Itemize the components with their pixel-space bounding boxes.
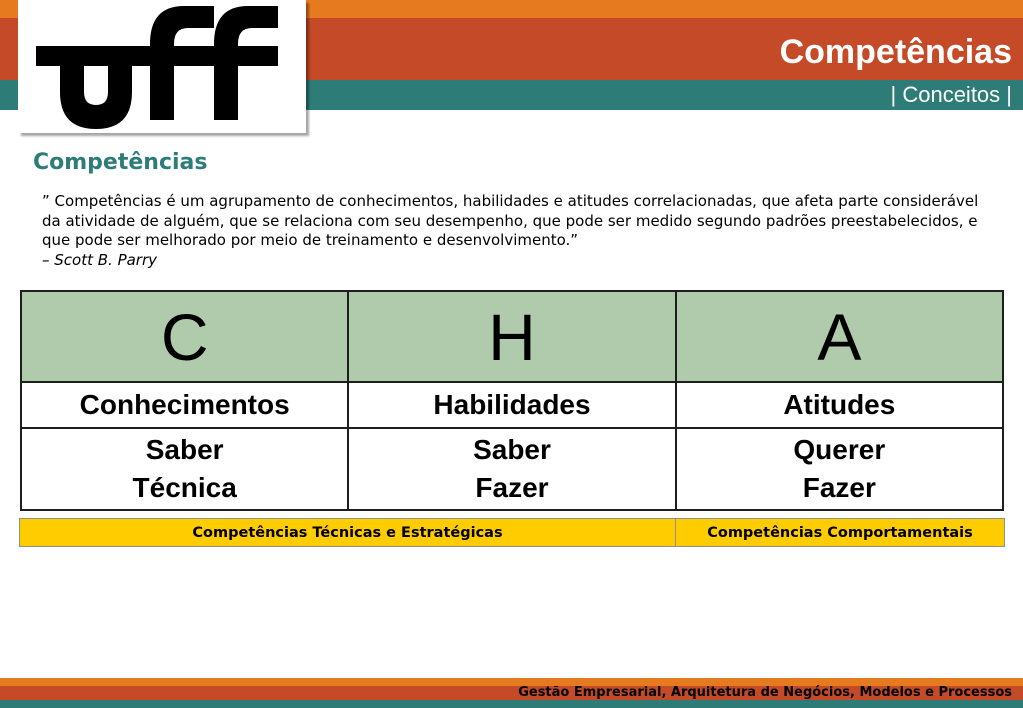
category-behavioral: Competências Comportamentais <box>676 519 1005 547</box>
action-line: Fazer <box>475 472 549 503</box>
uff-logo <box>18 0 306 133</box>
action-line: Querer <box>793 434 886 465</box>
header-subtitle: | Conceitos | <box>890 82 1012 107</box>
competency-categories <box>19 518 1005 547</box>
uff-logo-mark <box>18 0 306 133</box>
action-line: Fazer <box>802 472 876 503</box>
cha-action-saber-tecnica <box>21 428 348 510</box>
category-technical: Competências Técnicas e Estratégicas <box>20 519 676 547</box>
action-line: Técnica <box>132 472 237 503</box>
cha-letters-row <box>21 291 1003 382</box>
cha-action-querer-fazer <box>676 428 1003 510</box>
header-title: Competências <box>779 33 1012 71</box>
section-title: Competências <box>33 150 208 175</box>
cha-actions-row <box>21 428 1003 510</box>
cha-name-habilidades: Habilidades <box>348 382 675 428</box>
action-line: Saber <box>473 434 551 465</box>
cha-table <box>20 290 1004 511</box>
quote-block <box>42 192 992 270</box>
cha-action-saber-fazer <box>348 428 675 510</box>
quote-text: ” Competências é um agrupamento de conhecimentos, habilidades e atitudes correlacionadas, que afeta parte considerável da atividade de alguém, que se relaciona com seu desempenho, que pode ser medido segundo padrões preestabelecidos, e que pode ser melhorado por meio de treinamento e desenvolvimento.” <box>42 192 979 249</box>
footer-text: Gestão Empresarial, Arquitetura de Negócios, Modelos e Processos <box>518 685 1012 700</box>
cha-name-conhecimentos: Conhecimentos <box>21 382 348 428</box>
cha-name-atitudes: Atitudes <box>676 382 1003 428</box>
action-line: Saber <box>145 434 224 465</box>
cha-letter-h: H <box>348 291 675 382</box>
quote-author: – Scott B. Parry <box>42 250 158 269</box>
cha-letter-c: C <box>21 291 348 382</box>
cha-names-row <box>21 382 1003 428</box>
cha-letter-a: A <box>676 291 1003 382</box>
